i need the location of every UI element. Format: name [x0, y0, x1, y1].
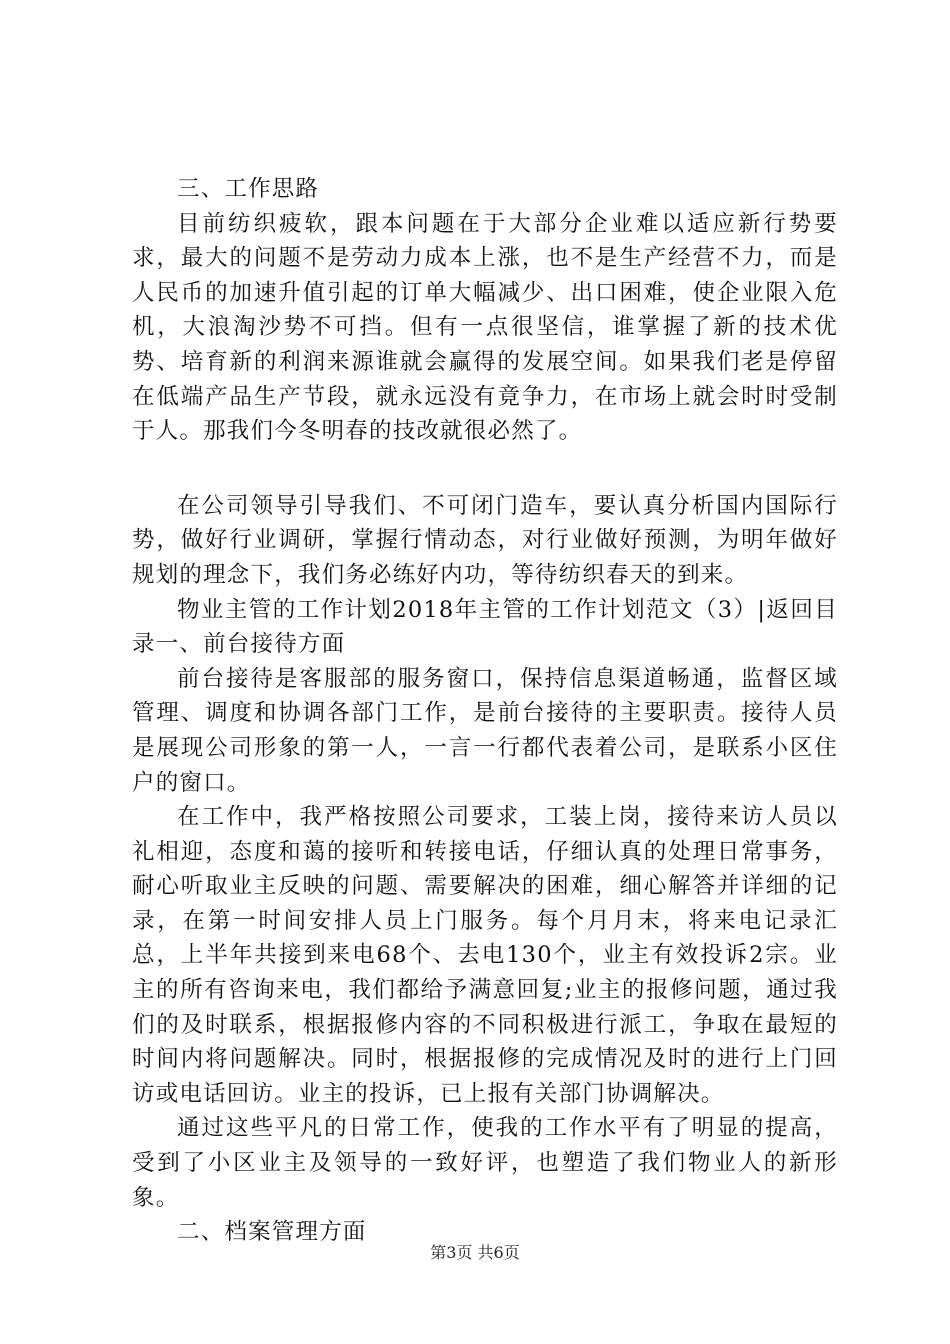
paragraph-textile-situation: 目前纺织疲软，跟本问题在于大部分企业难以适应新行势要求，最大的问题不是劳动力成本上涨，也不是生产经营不力，而是人民币的加速升值引起的订单大幅减少、出口困难，使企业限入危机，大浪淘沙势不可挡。但有一点很坚信，谁掌握了新的技术优势、培育新的利润来源谁就会赢得的发展空间。如果我们老是停留在低端产品生产节段，就永远没有竟争力，在市场上就会时时受制于人。那我们今冬明春的技改就很必然了。 — [132, 210, 838, 445]
paragraph-article-title: 物业主管的工作计划2018年主管的工作计划范文（3）|返回目录一、前台接待方面 — [132, 596, 838, 658]
paragraph-front-desk-role: 前台接待是客服部的服务窗口，保持信息渠道畅通，监督区域管理、调度和协调各部门工作，是前台接待的主要职责。接待人员是展现公司形象的第一人，一言一行都代表着公司，是联系小区住户的窗口。 — [132, 665, 838, 796]
paragraph-work-results: 通过这些平凡的日常工作，使我的工作水平有了明显的提高，受到了小区业主及领导的一致好评，也塑造了我们物业人的新形象。 — [132, 1115, 838, 1211]
document-body — [132, 172, 838, 1250]
section-heading-archive-management: 二、档案管理方面 — [177, 1219, 367, 1246]
section-heading-work-approach: 三、工作思路 — [177, 176, 320, 202]
page-footer: 第3页 共6页 — [430, 1243, 520, 1262]
paragraph-front-desk-work: 在工作中，我严格按照公司要求，工装上岗，接待来访人员以礼相迎，态度和蔼的接听和转接电话，仔细认真的处理日常事务，耐心听取业主反映的问题、需要解决的困难，细心解答并详细的记录，在第一时间安排人员上门服务。每个月月末，将来电记录汇总，上半年共接到来电68个、去电130个，业主有效投诉2宗。业主的所有咨询来电，我们都给予满意回复;业主的报修问题，通过我们的及时联系，根据报修内容的不同积极进行派工，争取在最短的时间内将问题解决。同时，根据报修的完成情况及时的进行上门回访或电话回访。业主的投诉，已上报有关部门协调解决。 — [132, 804, 838, 1107]
paragraph-company-leadership: 在公司领导引导我们、不可闭门造车，要认真分析国内国际行势，做好行业调研，掌握行情动态，对行业做好预测，为明年做好规划的理念下，我们务必练好内功，等待纺织春天的到来。 — [132, 492, 838, 588]
